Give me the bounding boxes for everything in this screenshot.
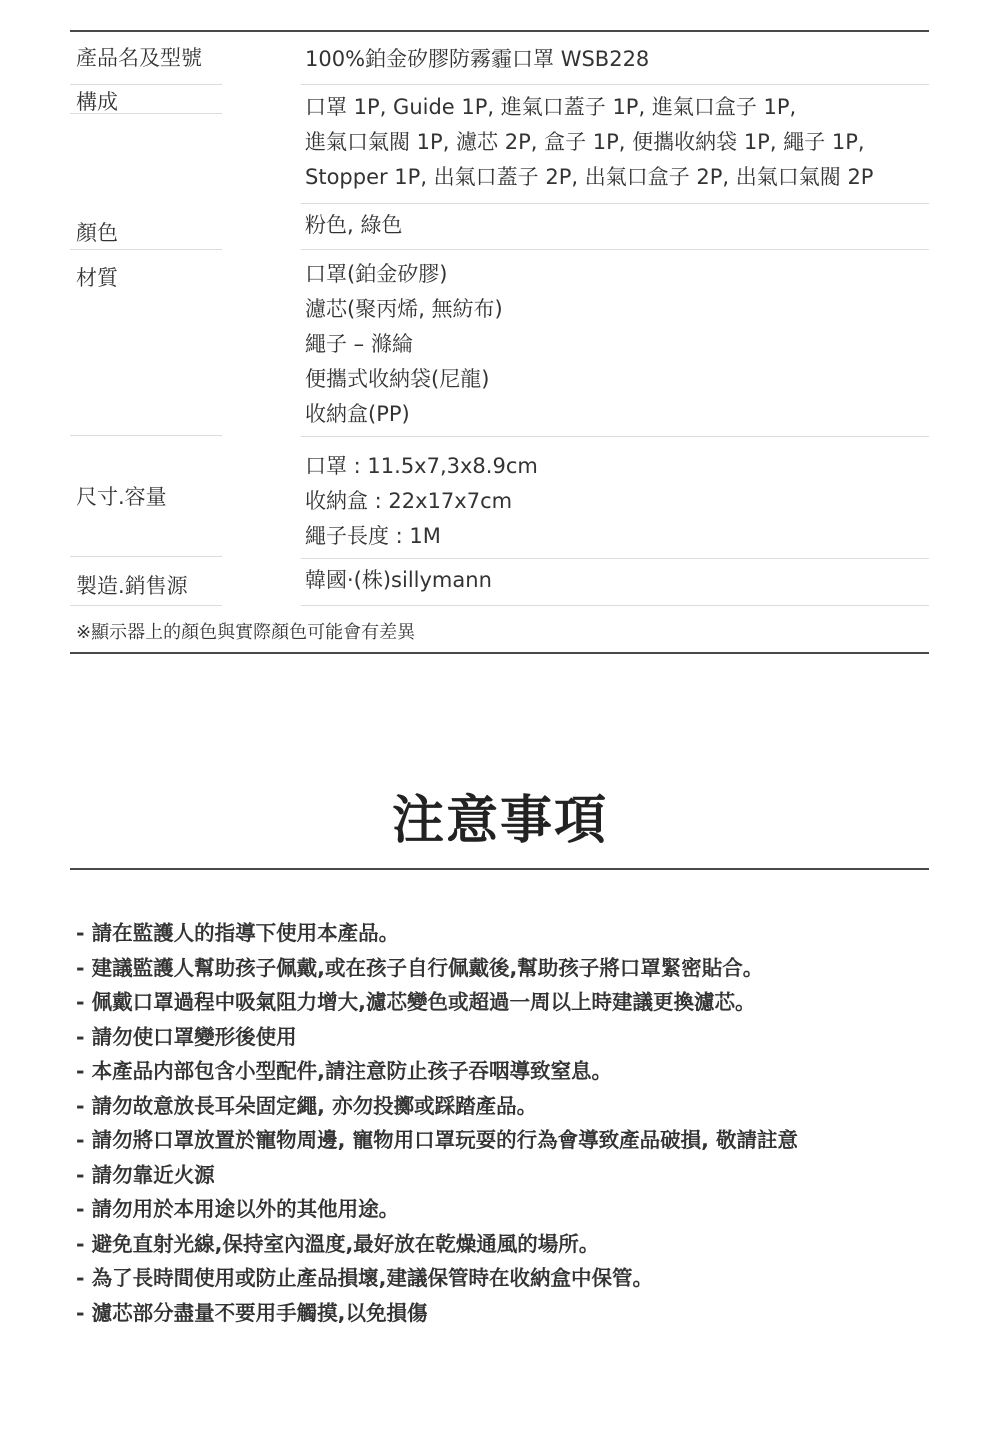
spec-value-line: 繩子 – 滌綸 <box>305 332 413 356</box>
spec-value <box>301 86 929 204</box>
caution-item: - 為了長時間使用或防止產品損壞,建議保管時在收納盒中保管。 <box>76 1261 936 1296</box>
spec-value <box>301 252 929 437</box>
spec-value-line: 口罩 : 11.5x7,3x8.9cm <box>305 454 538 478</box>
cautions-list <box>76 916 936 1330</box>
spec-value-line: 收納盒 : 22x17x7cm <box>305 489 513 513</box>
spec-value-line: 濾芯(聚丙烯, 無紡布) <box>305 297 503 321</box>
caution-item: - 佩戴口罩過程中吸氣阻力增大,濾芯變色或超過一周以上時建議更換濾芯。 <box>76 985 936 1020</box>
caution-item: - 請勿故意放長耳朵固定繩, 亦勿投擲或踩踏產品。 <box>76 1089 936 1124</box>
spec-value-line: 進氣口氣閥 1P, 濾芯 2P, 盒子 1P, 便攜收納袋 1P, 繩子 1P, <box>305 130 865 154</box>
spec-value-line: 口罩 1P, Guide 1P, 進氣口蓋子 1P, 進氣口盒子 1P, <box>305 95 797 119</box>
caution-item: - 避免直射光線,保持室內溫度,最好放在乾燥通風的場所。 <box>76 1227 936 1262</box>
caution-item: - 請勿將口罩放置於寵物周邊, 寵物用口罩玩耍的行為會導致產品破損, 敬請註意 <box>76 1123 936 1158</box>
spec-value <box>301 42 929 85</box>
cautions-title: 注意事項 <box>391 791 608 851</box>
spec-value <box>301 559 929 606</box>
spec-value-line: 口罩(鉑金矽膠) <box>305 262 448 286</box>
spec-value-line: Stopper 1P, 出氣口蓋子 2P, 出氣口盒子 2P, 出氣口氣閥 2P <box>305 165 874 189</box>
caution-item: - 濾芯部分盡量不要用手觸摸,以免損傷 <box>76 1296 936 1331</box>
color-disclaimer <box>70 606 929 654</box>
spec-value-line: 粉色, 綠色 <box>305 213 403 237</box>
caution-item: - 請勿用於本用途以外的其他用途。 <box>76 1192 936 1227</box>
caution-item: - 本產品内部包含小型配件,請注意防止孩子吞咽導致窒息。 <box>76 1054 936 1089</box>
spec-label: 構成 <box>70 86 222 114</box>
spec-value-line: 收納盒(PP) <box>305 402 410 426</box>
spec-table <box>70 30 929 598</box>
spec-value-line: 便攜式收納袋(尼龍) <box>305 367 490 391</box>
spec-label: 材質 <box>70 262 222 436</box>
divider <box>70 868 929 870</box>
spec-value <box>301 204 929 250</box>
spec-value-line: 韓國·(株)sillymann <box>305 568 492 592</box>
color-disclaimer-text: ※顯示器上的顏色與實際顏色可能會有差異 <box>76 622 416 643</box>
spec-label: 製造.銷售源 <box>70 570 222 606</box>
spec-label: 尺寸.容量 <box>70 437 222 557</box>
caution-item: - 請勿靠近火源 <box>76 1158 936 1193</box>
spec-label: 顏色 <box>70 217 222 250</box>
caution-item: - 請勿使口罩變形後使用 <box>76 1020 936 1055</box>
spec-label: 產品名及型號 <box>70 42 222 85</box>
caution-item: - 建議監護人幫助孩子佩戴,或在孩子自行佩戴後,幫助孩子將口罩緊密貼合。 <box>76 951 936 986</box>
caution-item: - 請在監護人的指導下使用本產品。 <box>76 916 936 951</box>
spec-value-line: 繩子長度 : 1M <box>305 524 441 548</box>
spec-value <box>301 437 929 559</box>
spec-value-line: 100%鉑金矽膠防霧霾口罩 WSB228 <box>305 47 650 71</box>
